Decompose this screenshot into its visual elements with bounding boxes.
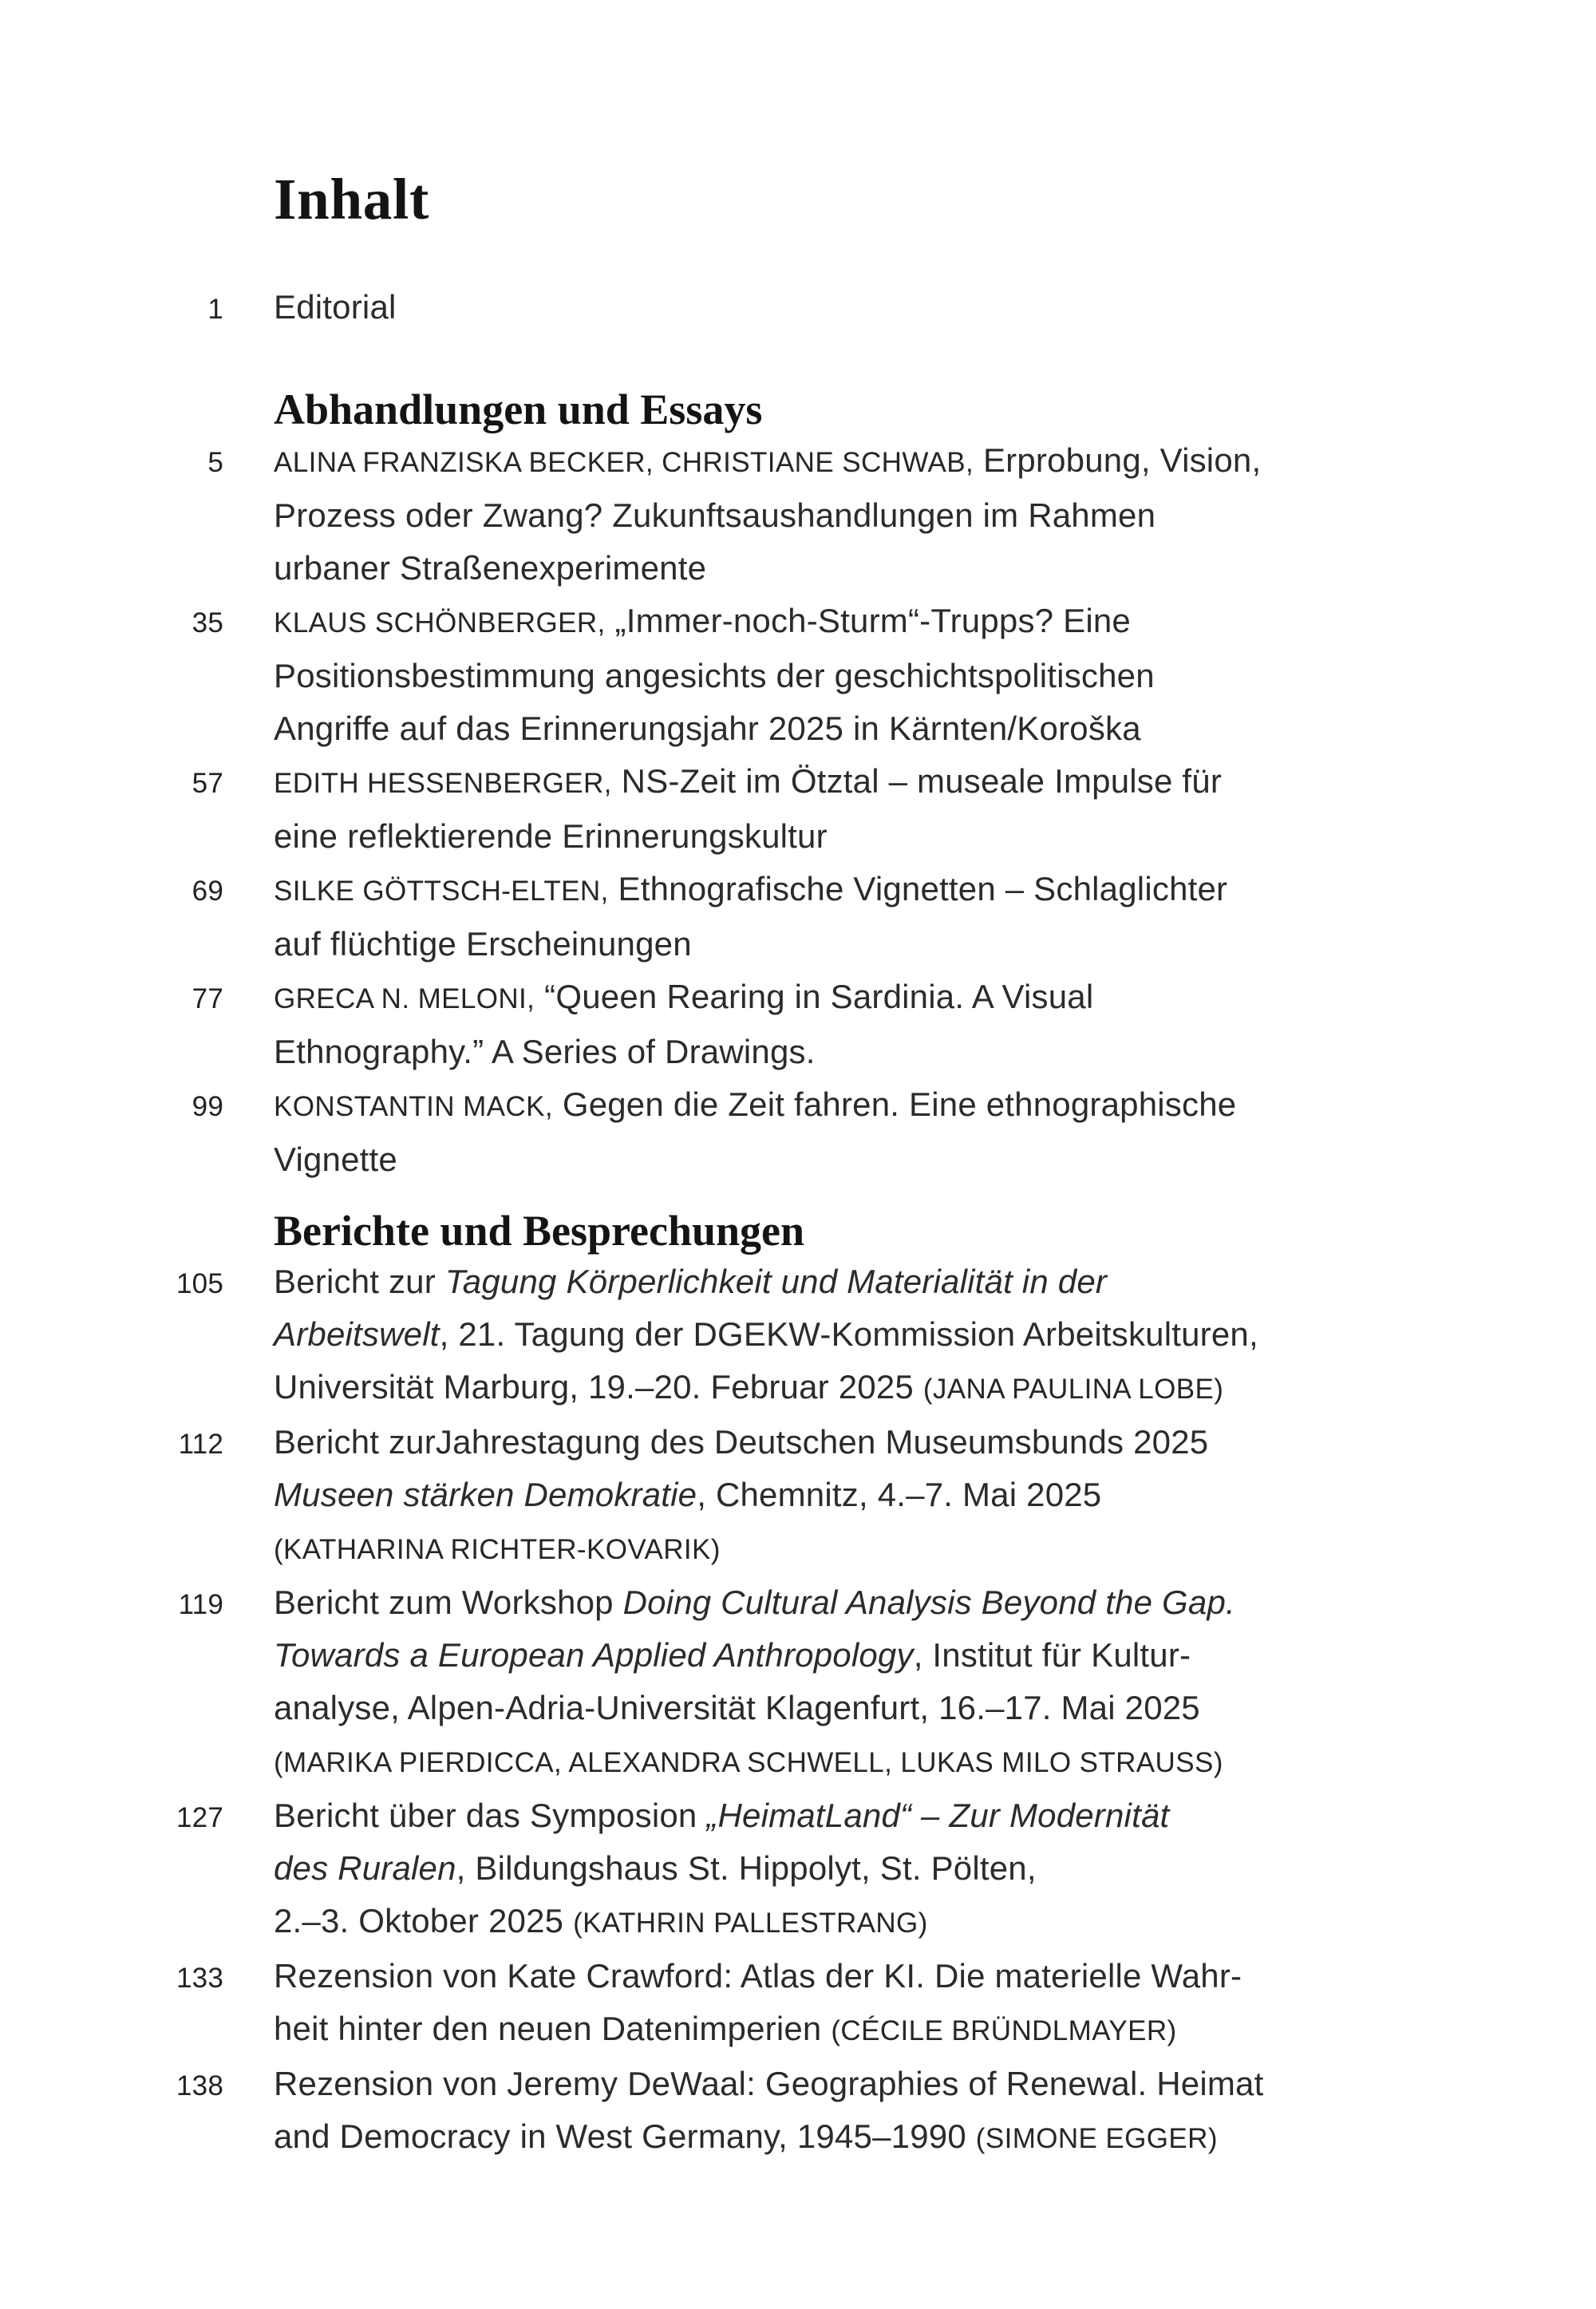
- entry-line: [274, 2003, 1242, 2058]
- text-segment: Positionsbestimmung angesichts der geschichtspolitischen: [274, 657, 1155, 694]
- section-heading: Abhandlungen und Essays: [274, 385, 763, 433]
- toc-entry: [0, 595, 1596, 755]
- text-segment: „Immer-noch-Sturm“-Trupps? Eine: [605, 602, 1131, 639]
- entry-line: [274, 1895, 1169, 1950]
- page-number: 1: [207, 294, 223, 325]
- entry-text: [274, 2058, 1263, 2165]
- entry-line: [274, 1469, 1208, 1521]
- text-segment: Museen stärken Demokratie: [274, 1476, 697, 1513]
- text-segment: , Chemnitz, 4.–7. Mai 2025: [697, 1476, 1102, 1513]
- entry-line: [274, 281, 397, 334]
- entry-line: [274, 2058, 1263, 2110]
- page-number: 57: [192, 768, 223, 799]
- text-segment: NS-Zeit im Ötztal – museale Impulse für: [611, 762, 1223, 800]
- text-segment: “Queen Rearing in Sardinia. A Visual: [535, 978, 1094, 1015]
- text-segment: SILKE GÖTTSCH-ELTEN,: [274, 876, 609, 907]
- entry-line: [274, 1521, 1208, 1576]
- entry-line: [274, 595, 1155, 650]
- section-heading: Berichte und Besprechungen: [274, 1207, 805, 1255]
- page-number: 112: [178, 1429, 223, 1460]
- text-segment: eine reflektierende Erinnerungskultur: [274, 817, 828, 855]
- text-segment: Doing Cultural Analysis Beyond the Gap.: [622, 1583, 1235, 1621]
- entry-line: [274, 918, 1227, 971]
- entry-line: [274, 1361, 1258, 1416]
- entry-line: [274, 1308, 1258, 1361]
- entry-line: [274, 863, 1227, 918]
- text-segment: heit hinter den neuen Datenimperien: [274, 2010, 832, 2047]
- text-segment: (MARIKA PIERDICCA, ALEXANDRA SCHWELL, LUKAS MILO STRAUSS): [274, 1747, 1223, 1778]
- entry-line: [274, 650, 1155, 702]
- toc-entry: [0, 1576, 1596, 1789]
- toc-entry: [0, 434, 1596, 595]
- text-segment: Bericht zur: [274, 1263, 445, 1300]
- entry-line: [274, 1255, 1258, 1308]
- entry-line: [274, 810, 1222, 863]
- text-segment: Gegen die Zeit fahren. Eine ethnographische: [552, 1085, 1237, 1123]
- page-number: 69: [192, 876, 223, 907]
- toc-entry: [0, 1416, 1596, 1576]
- page-number: 5: [207, 447, 223, 478]
- entry-line: [274, 1682, 1235, 1734]
- toc-section: [0, 1206, 1596, 2165]
- text-segment: KLAUS SCHÖNBERGER,: [274, 607, 606, 639]
- page-number: 119: [178, 1589, 223, 1620]
- text-segment: EDITH HESSENBERGER,: [274, 768, 612, 799]
- page-number: 77: [192, 983, 223, 1014]
- text-segment: (KATHARINA RICHTER-KOVARIK): [274, 1534, 721, 1565]
- entry-line: [274, 542, 1261, 595]
- entry-line: [274, 1842, 1169, 1895]
- text-segment: , Institut für Kultur-: [913, 1636, 1191, 1674]
- text-segment: urbaner Straßenexperimente: [274, 549, 707, 587]
- text-segment: Rezension von Jeremy DeWaal: Geographies of Renewal. Heimat: [274, 2065, 1264, 2102]
- toc-entry: [0, 2058, 1596, 2165]
- entry-text: [274, 971, 1093, 1078]
- text-segment: ALINA FRANZISKA BECKER, CHRISTIANE SCHWAB,: [274, 447, 974, 478]
- toc-section: [0, 385, 1596, 1186]
- entry-line: [274, 971, 1093, 1026]
- entry-text: [274, 281, 397, 334]
- text-segment: , 21. Tagung der DGEKW-Kommission Arbeitskulturen,: [439, 1315, 1258, 1353]
- text-segment: (SIMONE EGGER): [975, 2123, 1218, 2154]
- toc-entry: [0, 281, 1596, 336]
- text-segment: Angriffe auf das Erinnerungsjahr 2025 in Kärnten/Koroška: [274, 710, 1141, 747]
- text-segment: Tagung Körperlichkeit und Materialität in der: [444, 1263, 1108, 1300]
- text-segment: and Democracy in West Germany, 1945–1990: [274, 2117, 976, 2155]
- toc-entry: [0, 971, 1596, 1078]
- entry-text: [274, 434, 1261, 595]
- text-segment: (CÉCILE BRÜNDLMAYER): [831, 2015, 1177, 2046]
- entry-line: [274, 1078, 1236, 1133]
- text-segment: Bericht zurJahrestagung des Deutschen Museumsbunds 2025: [274, 1423, 1209, 1461]
- text-segment: , Bildungshaus St. Hippolyt, St. Pölten,: [456, 1849, 1037, 1887]
- entry-text: [274, 1576, 1235, 1789]
- text-segment: analyse, Alpen-Adria-Universität Klagenfurt, 16.–17. Mai 2025: [274, 1689, 1200, 1726]
- entry-line: [274, 489, 1261, 542]
- entry-line: [274, 702, 1155, 755]
- page-number: 35: [192, 607, 223, 639]
- entry-line: [274, 1133, 1236, 1186]
- text-segment: Towards a European Applied Anthropology: [274, 1636, 914, 1674]
- text-segment: 2.–3. Oktober 2025: [274, 1902, 574, 1939]
- entry-text: [274, 1078, 1236, 1186]
- toc-entry: [0, 1255, 1596, 1416]
- page-number: 127: [176, 1802, 223, 1833]
- page-title: Inhalt: [274, 167, 430, 231]
- page-number: 99: [192, 1091, 223, 1122]
- entry-text: [274, 1255, 1258, 1416]
- text-segment: Arbeitswelt: [274, 1315, 440, 1353]
- entry-line: [274, 755, 1222, 810]
- entry-line: [274, 1026, 1093, 1078]
- toc: [0, 281, 1596, 2165]
- text-segment: Universität Marburg, 19.–20. Februar 2025: [274, 1368, 923, 1406]
- page-number: 133: [176, 1963, 223, 1994]
- text-segment: des Ruralen: [274, 1849, 456, 1887]
- entry-line: [274, 1734, 1235, 1789]
- text-segment: (KATHRIN PALLESTRANG): [573, 1908, 928, 1939]
- entry-line: [274, 1950, 1242, 2003]
- toc-entry: [0, 1789, 1596, 1950]
- toc-entry: [0, 1950, 1596, 2058]
- entry-line: [274, 1576, 1235, 1629]
- text-segment: Vignette: [274, 1141, 397, 1178]
- text-segment: (JANA PAULINA LOBE): [922, 1374, 1224, 1405]
- text-segment: Bericht zum Workshop: [274, 1583, 623, 1621]
- entry-text: [274, 1789, 1169, 1950]
- text-segment: auf flüchtige Erscheinungen: [274, 925, 692, 963]
- text-segment: GRECA N. MELONI,: [274, 983, 535, 1014]
- text-segment: „HeimatLand“ – Zur Modernität: [706, 1797, 1170, 1834]
- text-segment: Erprobung, Vision,: [974, 441, 1262, 479]
- toc-section: [0, 281, 1596, 336]
- toc-entry: [0, 863, 1596, 971]
- entry-line: [274, 1629, 1235, 1682]
- entry-line: [274, 434, 1261, 489]
- text-segment: Ethnography.” A Series of Drawings.: [274, 1033, 816, 1070]
- text-segment: Prozess oder Zwang? Zukunftsaushandlungen im Rahmen: [274, 496, 1156, 534]
- toc-entry: [0, 1078, 1596, 1186]
- entry-text: [274, 1416, 1208, 1576]
- page-number: 138: [176, 2070, 223, 2101]
- text-segment: Ethnografische Vignetten – Schlaglichter: [608, 870, 1228, 907]
- entry-line: [274, 2110, 1263, 2165]
- entry-text: [274, 595, 1155, 755]
- entry-text: [274, 755, 1222, 863]
- entry-line: [274, 1789, 1169, 1842]
- entry-text: [274, 1950, 1242, 2058]
- toc-entry: [0, 755, 1596, 863]
- entry-text: [274, 863, 1227, 971]
- entry-line: [274, 1416, 1208, 1469]
- page-number: 105: [176, 1268, 223, 1299]
- text-segment: Rezension von Kate Crawford: Atlas der KI. Die materielle Wahr-: [274, 1957, 1242, 1995]
- text-segment: KONSTANTIN MACK,: [274, 1091, 553, 1122]
- text-segment: Bericht über das Symposion: [274, 1797, 707, 1834]
- text-segment: Editorial: [274, 288, 397, 326]
